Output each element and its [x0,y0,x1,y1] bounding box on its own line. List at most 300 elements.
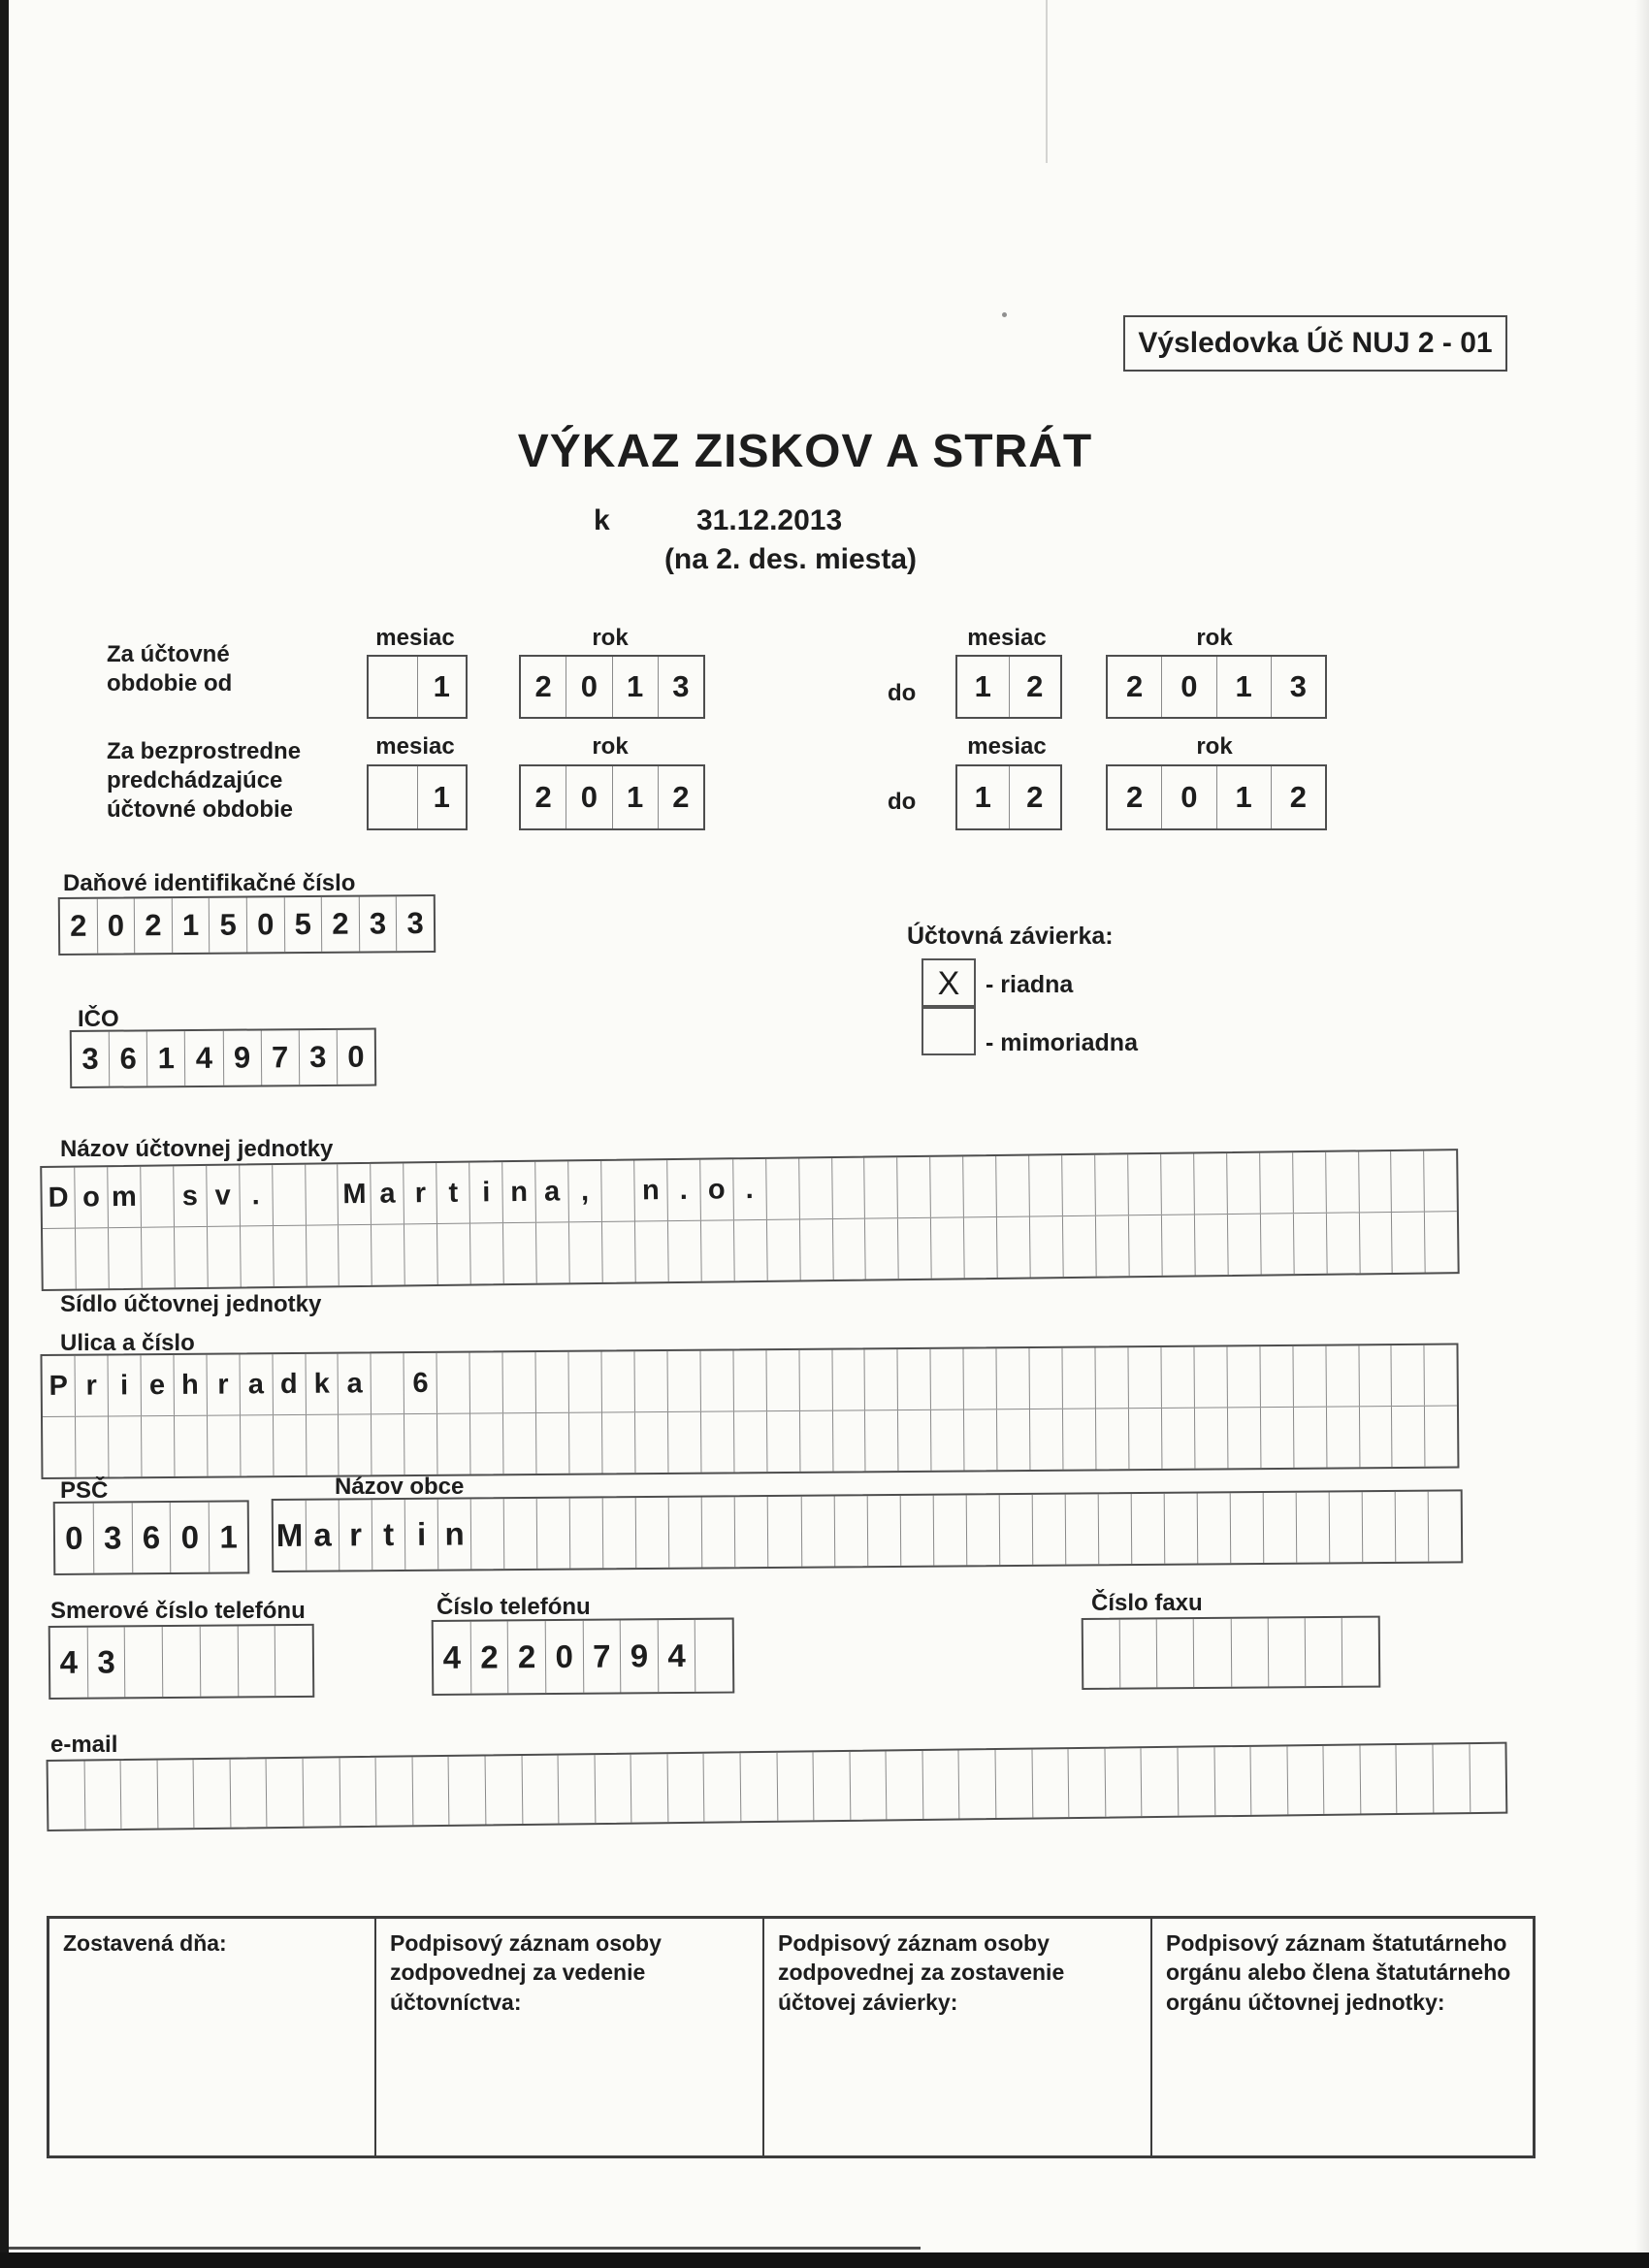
char-cell[interactable] [963,1409,996,1470]
char-cell[interactable] [1177,1747,1213,1815]
char-cell[interactable] [240,1415,273,1475]
char-cell[interactable] [174,1227,208,1287]
char-cell[interactable] [1292,1346,1325,1407]
char-cell[interactable] [798,1350,831,1410]
char-cell[interactable] [733,1220,767,1280]
char-cell[interactable] [800,1496,834,1566]
char-cell[interactable]: . [239,1165,273,1225]
char-cell[interactable]: 3 [86,1627,124,1697]
char-cell[interactable] [569,1498,603,1568]
char-cell[interactable] [1396,1745,1433,1813]
char-cell[interactable]: o [699,1159,733,1219]
char-cell[interactable] [1213,1747,1250,1815]
char-cell[interactable] [1161,1409,1194,1469]
char-cell[interactable]: 0 [1161,657,1215,717]
char-cell[interactable]: 6 [131,1503,170,1572]
char-cell[interactable] [484,1756,521,1824]
char-cell[interactable] [1193,1346,1226,1407]
char-cell[interactable] [699,1350,732,1410]
char-cell[interactable] [700,1411,733,1472]
char-cell[interactable] [535,1222,569,1282]
char-cell[interactable]: 6 [109,1031,147,1085]
char-cell[interactable] [193,1760,230,1828]
char-cell[interactable]: 2 [1009,766,1061,828]
char-cell[interactable] [1119,1619,1157,1687]
char-cell[interactable] [436,1224,470,1284]
char-cell[interactable] [536,1499,570,1569]
char-cell[interactable] [369,657,417,717]
char-cell[interactable] [1296,1492,1330,1562]
char-cell[interactable] [237,1626,275,1696]
char-cell[interactable]: 1 [974,780,991,814]
char-cell[interactable]: 0 [1161,766,1215,828]
char-cell[interactable] [734,1497,768,1567]
char-cell[interactable] [1062,1409,1095,1469]
char-cell[interactable] [1156,1619,1194,1687]
char-cell[interactable] [929,1156,963,1216]
char-cell[interactable] [48,1762,84,1830]
char-cell[interactable] [275,1626,312,1696]
char-cell[interactable]: 2 [658,766,703,828]
char-cell[interactable] [502,1352,535,1412]
char-cell[interactable] [75,1228,109,1288]
char-cell[interactable]: . [732,1159,766,1219]
char-cell[interactable] [998,1495,1032,1565]
char-cell[interactable] [1358,1151,1392,1212]
char-cell[interactable] [200,1626,238,1696]
char-cell[interactable]: 3 [81,1041,99,1076]
char-cell[interactable] [1304,1618,1342,1686]
char-cell[interactable]: 0 [170,1503,209,1572]
char-cell[interactable] [404,1414,436,1474]
char-cell[interactable]: 2 [321,897,359,952]
char-cell[interactable]: 0 [337,1030,375,1085]
char-cell[interactable]: 5 [209,897,246,952]
char-cell[interactable]: M [338,1164,372,1224]
char-cell[interactable] [371,1414,404,1474]
char-cell[interactable] [436,1353,469,1413]
char-cell[interactable] [765,1158,799,1218]
char-cell[interactable] [600,1161,634,1221]
char-cell[interactable] [962,1156,996,1216]
char-cell[interactable]: 1 [1216,766,1271,828]
char-cell[interactable] [930,1349,963,1409]
char-cell[interactable]: 0 [566,657,611,717]
checkbox-mimoriadna[interactable] [922,1005,976,1055]
char-cell[interactable] [470,1499,504,1569]
char-cell[interactable] [897,1349,930,1409]
char-cell[interactable] [1391,1345,1424,1406]
char-cell[interactable]: d [272,1354,305,1414]
char-cell[interactable]: r [339,1500,372,1570]
char-cell[interactable] [1424,1150,1458,1211]
char-cell[interactable] [120,1761,157,1829]
char-cell[interactable] [1260,1214,1294,1274]
char-cell[interactable] [1197,1493,1231,1563]
char-cell[interactable] [535,1352,568,1412]
char-cell[interactable] [1292,1152,1326,1213]
char-cell[interactable] [1227,1408,1260,1468]
char-cell[interactable] [922,1751,958,1819]
char-cell[interactable] [404,1224,437,1284]
char-cell[interactable]: 2 [534,669,552,703]
char-cell[interactable] [207,1227,241,1287]
char-cell[interactable] [630,1754,667,1822]
char-cell[interactable]: n [633,1160,667,1220]
char-cell[interactable] [1358,1407,1391,1467]
char-cell[interactable] [141,1416,174,1476]
char-cell[interactable] [339,1758,375,1826]
char-cell[interactable]: 3 [93,1503,132,1572]
char-cell[interactable]: 2 [1126,780,1144,814]
char-cell[interactable]: 9 [222,1030,261,1085]
char-cell[interactable]: m [107,1167,141,1227]
char-cell[interactable]: M [275,1516,304,1553]
char-cell[interactable] [1095,1409,1128,1469]
char-cell[interactable] [469,1352,502,1412]
char-cell[interactable]: r [74,1355,107,1415]
char-cell[interactable] [958,1750,995,1818]
char-cell[interactable] [667,1221,701,1281]
char-cell[interactable] [798,1158,832,1218]
char-cell[interactable] [1469,1744,1505,1812]
char-cell[interactable] [1161,1215,1195,1275]
char-cell[interactable] [1329,1492,1363,1562]
char-cell[interactable]: n [501,1162,535,1222]
char-cell[interactable]: o [74,1167,108,1227]
char-cell[interactable] [799,1411,832,1472]
char-cell[interactable]: e [140,1355,173,1415]
char-cell[interactable] [1395,1492,1429,1562]
char-cell[interactable]: 2 [1009,657,1061,717]
char-cell[interactable] [436,1414,469,1474]
char-cell[interactable] [1358,1213,1392,1273]
char-cell[interactable] [1250,1746,1287,1814]
char-cell[interactable] [799,1219,833,1280]
char-cell[interactable] [831,1410,864,1471]
char-cell[interactable] [666,1351,699,1411]
char-cell[interactable] [108,1228,142,1288]
char-cell[interactable] [1029,1348,1062,1409]
char-cell[interactable] [1083,1620,1120,1688]
char-cell[interactable]: 5 [283,897,321,952]
char-cell[interactable] [601,1222,635,1282]
char-cell[interactable] [864,1349,897,1409]
char-cell[interactable]: a [239,1354,272,1414]
char-cell[interactable] [695,1620,732,1692]
char-cell[interactable]: n [437,1499,471,1569]
char-cell[interactable] [1064,1494,1098,1564]
char-cell[interactable] [503,1499,537,1569]
char-cell[interactable] [1094,1154,1128,1215]
char-cell[interactable] [305,1415,338,1475]
char-cell[interactable] [601,1412,634,1473]
char-cell[interactable] [273,1415,306,1475]
char-cell[interactable] [1031,1749,1068,1817]
char-cell[interactable] [1097,1494,1131,1564]
char-cell[interactable]: a [338,1353,371,1413]
char-cell[interactable]: 4 [184,1031,223,1085]
char-cell[interactable] [502,1223,536,1283]
char-cell[interactable] [1127,1347,1160,1408]
char-cell[interactable]: 0 [65,1519,83,1556]
char-cell[interactable] [1424,1212,1458,1272]
char-cell[interactable] [1230,1618,1268,1686]
char-cell[interactable] [1358,1345,1391,1406]
char-cell[interactable] [1104,1748,1141,1816]
char-cell[interactable] [1424,1345,1457,1406]
char-cell[interactable] [732,1350,765,1410]
char-cell[interactable] [303,1758,340,1826]
char-cell[interactable] [1226,1153,1260,1214]
char-cell[interactable] [83,1761,120,1829]
char-cell[interactable]: 7 [260,1030,299,1085]
char-cell[interactable] [521,1756,558,1824]
char-cell[interactable] [1432,1744,1469,1812]
char-cell[interactable] [864,1410,897,1471]
char-cell[interactable]: . [666,1160,700,1220]
char-cell[interactable] [666,1754,703,1822]
char-cell[interactable] [899,1496,933,1566]
char-cell[interactable] [864,1157,898,1217]
char-cell[interactable]: 0 [96,898,134,953]
char-cell[interactable] [156,1760,193,1828]
char-cell[interactable]: 1 [209,1502,247,1571]
char-cell[interactable] [897,1157,931,1217]
char-cell[interactable] [124,1627,162,1697]
char-cell[interactable] [963,1348,996,1409]
char-cell[interactable] [930,1217,964,1278]
char-cell[interactable] [1259,1152,1293,1213]
char-cell[interactable] [1267,1618,1305,1686]
char-cell[interactable]: 2 [1271,766,1325,828]
char-cell[interactable] [502,1413,535,1474]
char-cell[interactable] [469,1413,502,1474]
char-cell[interactable] [996,1409,1029,1470]
char-cell[interactable] [1062,1347,1095,1408]
char-cell[interactable] [897,1410,930,1471]
char-cell[interactable]: r [404,1163,437,1223]
char-cell[interactable]: 1 [612,766,658,828]
char-cell[interactable] [375,1757,412,1825]
char-cell[interactable] [766,1411,799,1472]
char-cell[interactable] [965,1495,999,1565]
char-cell[interactable] [1428,1491,1462,1561]
char-cell[interactable] [108,1416,141,1476]
char-cell[interactable] [1095,1215,1129,1276]
char-cell[interactable] [162,1627,200,1697]
char-cell[interactable] [207,1415,240,1475]
char-cell[interactable] [1293,1214,1327,1274]
char-cell[interactable] [1160,1153,1194,1214]
char-cell[interactable] [1323,1745,1360,1813]
char-cell[interactable]: 1 [417,657,467,717]
char-cell[interactable]: 1 [974,669,991,703]
char-cell[interactable] [140,1166,174,1226]
char-cell[interactable]: i [107,1355,140,1415]
char-cell[interactable] [634,1221,668,1281]
char-cell[interactable]: , [567,1161,601,1221]
char-cell[interactable] [240,1226,274,1286]
char-cell[interactable] [558,1755,595,1823]
char-cell[interactable]: 9 [620,1620,658,1692]
char-cell[interactable]: 4 [442,1638,462,1675]
char-cell[interactable] [930,1410,963,1471]
char-cell[interactable]: t [436,1163,469,1223]
char-cell[interactable] [1391,1407,1424,1467]
char-cell[interactable] [1131,1494,1165,1564]
char-cell[interactable] [1029,1409,1062,1470]
char-cell[interactable] [600,1351,633,1411]
char-cell[interactable] [1359,1745,1396,1813]
char-cell[interactable] [813,1752,850,1820]
char-cell[interactable] [634,1412,667,1473]
char-cell[interactable] [996,1348,1029,1409]
char-cell[interactable] [1028,1155,1062,1215]
char-cell[interactable] [1128,1215,1162,1276]
char-cell[interactable]: 0 [545,1621,583,1693]
char-cell[interactable]: 2 [134,898,172,953]
char-cell[interactable] [1259,1346,1292,1407]
char-cell[interactable] [411,1757,448,1825]
char-cell[interactable] [1325,1345,1358,1406]
char-cell[interactable] [1263,1493,1297,1563]
char-cell[interactable] [1260,1408,1293,1468]
char-cell[interactable] [338,1225,372,1285]
char-cell[interactable]: 2 [507,1621,545,1693]
char-cell[interactable] [1194,1408,1227,1468]
char-cell[interactable] [831,1349,864,1409]
char-cell[interactable] [1391,1151,1425,1212]
char-cell[interactable] [602,1498,636,1568]
char-cell[interactable] [338,1414,371,1474]
char-cell[interactable] [371,1353,404,1413]
char-cell[interactable]: 7 [582,1620,620,1692]
char-cell[interactable] [174,1416,207,1476]
char-cell[interactable] [1029,1216,1063,1277]
char-cell[interactable] [273,1226,307,1286]
char-cell[interactable]: 3 [299,1030,338,1085]
char-cell[interactable] [1160,1347,1193,1408]
char-cell[interactable]: 4 [657,1620,695,1692]
char-cell[interactable]: v [206,1166,240,1226]
char-cell[interactable] [866,1496,900,1566]
char-cell[interactable] [833,1496,867,1566]
char-cell[interactable] [1031,1495,1065,1565]
char-cell[interactable] [1164,1494,1198,1564]
char-cell[interactable]: 1 [417,766,467,828]
char-cell[interactable] [1062,1216,1096,1277]
char-cell[interactable]: 0 [246,897,284,952]
char-cell[interactable] [448,1756,485,1824]
char-cell[interactable]: 1 [1216,657,1271,717]
checkbox-riadna[interactable]: X [922,958,976,1009]
char-cell[interactable]: a [306,1500,340,1570]
char-cell[interactable] [701,1497,735,1567]
char-cell[interactable] [1128,1409,1161,1469]
char-cell[interactable] [1391,1213,1425,1273]
char-cell[interactable] [594,1755,630,1823]
char-cell[interactable]: s [173,1166,207,1226]
char-cell[interactable] [740,1753,777,1821]
char-cell[interactable] [703,1753,740,1821]
char-cell[interactable] [568,1412,601,1473]
char-cell[interactable]: 2 [1126,669,1144,703]
char-cell[interactable] [305,1225,339,1285]
char-cell[interactable] [1325,1151,1359,1212]
char-cell[interactable] [886,1751,922,1819]
char-cell[interactable] [568,1222,602,1282]
char-cell[interactable] [1230,1493,1264,1563]
char-cell[interactable] [369,766,417,828]
char-cell[interactable] [43,1229,76,1289]
char-cell[interactable]: 1 [612,657,658,717]
char-cell[interactable]: 6 [404,1353,436,1413]
char-cell[interactable] [864,1218,898,1279]
char-cell[interactable] [963,1217,997,1278]
char-cell[interactable] [469,1223,503,1283]
char-cell[interactable] [1127,1154,1161,1215]
char-cell[interactable] [668,1498,702,1568]
char-cell[interactable] [1325,1213,1359,1273]
char-cell[interactable] [1227,1215,1261,1275]
char-cell[interactable] [75,1416,108,1476]
char-cell[interactable] [1141,1748,1178,1816]
char-cell[interactable] [767,1497,801,1567]
char-cell[interactable]: 1 [172,898,210,953]
char-cell[interactable]: i [469,1162,502,1222]
char-cell[interactable] [1424,1407,1457,1467]
char-cell[interactable]: 2 [534,780,552,814]
char-cell[interactable] [897,1218,931,1279]
char-cell[interactable] [635,1498,669,1568]
char-cell[interactable] [535,1413,568,1474]
char-cell[interactable]: a [371,1163,404,1223]
char-cell[interactable] [776,1752,813,1820]
char-cell[interactable] [733,1411,766,1472]
char-cell[interactable] [1194,1215,1228,1275]
char-cell[interactable] [567,1351,600,1411]
char-cell[interactable] [667,1412,700,1473]
char-cell[interactable] [849,1751,886,1819]
char-cell[interactable] [43,1417,75,1477]
char-cell[interactable] [1068,1749,1105,1817]
char-cell[interactable] [1193,1619,1231,1687]
char-cell[interactable] [700,1220,734,1280]
char-cell[interactable] [996,1217,1030,1278]
char-cell[interactable] [1326,1407,1359,1467]
char-cell[interactable]: a [534,1161,568,1221]
char-cell[interactable]: k [305,1354,338,1414]
char-cell[interactable] [266,1759,303,1827]
char-cell[interactable]: 3 [396,896,434,951]
char-cell[interactable] [272,1165,306,1225]
char-cell[interactable] [229,1759,266,1827]
char-cell[interactable] [1342,1618,1379,1686]
char-cell[interactable] [1094,1347,1127,1408]
char-cell[interactable] [831,1158,865,1218]
char-cell[interactable]: 4 [59,1643,79,1680]
char-cell[interactable]: t [372,1500,405,1570]
char-cell[interactable]: 2 [70,908,87,943]
char-cell[interactable]: r [206,1354,239,1414]
char-cell[interactable]: 3 [359,896,397,951]
char-cell[interactable] [1286,1746,1323,1814]
char-cell[interactable]: P [48,1370,69,1402]
char-cell[interactable] [766,1219,800,1280]
char-cell[interactable]: i [404,1500,438,1570]
char-cell[interactable]: h [173,1355,206,1415]
